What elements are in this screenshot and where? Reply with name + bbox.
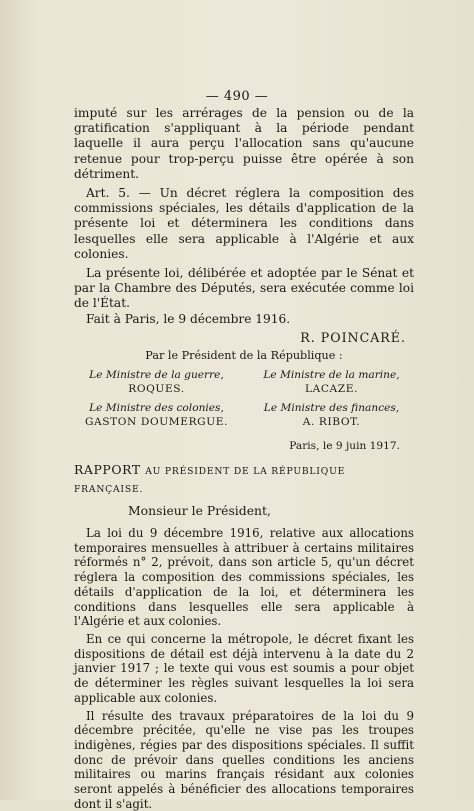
minister-colonies bbox=[74, 401, 239, 429]
page-content bbox=[74, 106, 414, 811]
rapport-addressee: AU PRÉSIDENT DE LA RÉPUBLIQUE FRANÇAISE. bbox=[74, 466, 345, 494]
minister-name: ROQUES. bbox=[74, 382, 239, 396]
paragraph-article-5: Art. 5. — Un décret réglera la composition des commissions spéciales, les détails d'application de la présente loi et déterminera les conditions dans lesquelles elle sera applicable à l'Algérie et aux colonies. bbox=[74, 186, 414, 262]
report-paragraph: En ce qui concerne la métropole, le décret fixant les dispositions de détail est déjà intervenu à la date du 2 janvier 1917 ; le texte qui vous est soumis a pour objet de déterminer les règles suivant lesquelles la loi sera applicable aux colonies. bbox=[74, 632, 414, 706]
minister-finances bbox=[249, 401, 414, 429]
minister-name: A. RIBOT. bbox=[249, 415, 414, 429]
minister-title: Le Ministre de la guerre, bbox=[74, 368, 239, 382]
ministers-signatures bbox=[74, 368, 414, 429]
minister-name: LACAZE. bbox=[249, 382, 414, 396]
rapport-word: RAPPORT bbox=[74, 462, 141, 477]
minister-guerre bbox=[74, 368, 239, 396]
report-body bbox=[74, 526, 414, 811]
president-signature: R. POINCARÉ. bbox=[74, 330, 414, 345]
report-paragraph: Il résulte des travaux préparatoires de la loi du 9 décembre précitée, qu'elle ne vise pas les troupes indigènes, régies par des dispositions spéciales. Il suffit donc de prévoir dans quelles conditions les anciens militaires ou marins français résidant aux colonies seront appelés à bénéficier des allocations temporaires dont il s'agit. bbox=[74, 709, 414, 811]
minister-name: GASTON DOUMERGUE. bbox=[74, 415, 239, 429]
report-paragraph: La loi du 9 décembre 1916, relative aux allocations temporaires mensuelles à attribuer à certains militaires réformés n° 2, prévoit, dans son article 5, qu'un décret réglera la composition des commissions spéciales, les détails d'application de la loi, et déterminera les conditions dans lesquelles elle sera applicable à l'Algérie et aux colonies. bbox=[74, 526, 414, 629]
minister-title: Le Ministre des finances, bbox=[249, 401, 414, 415]
paragraph-fait-a-paris: Fait à Paris, le 9 décembre 1916. bbox=[74, 312, 414, 327]
par-le-president: Par le Président de la République : bbox=[74, 348, 414, 363]
rapport-heading bbox=[74, 462, 414, 496]
page-number: — 490 — bbox=[0, 89, 474, 104]
date-line: Paris, le 9 juin 1917. bbox=[74, 439, 414, 454]
minister-title: Le Ministre de la marine, bbox=[249, 368, 414, 382]
salutation: Monsieur le Président, bbox=[74, 503, 414, 518]
minister-marine bbox=[249, 368, 414, 396]
paragraph-enactment: La présente loi, délibérée et adoptée par le Sénat et par la Chambre des Députés, sera exécutée comme loi de l'État. bbox=[74, 266, 414, 312]
paragraph-continuation: imputé sur les arrérages de la pension ou de la gratification s'appliquant à la période pendant laquelle il aura perçu l'allocation sans qu'aucune retenue pour trop-perçu puisse être opérée à son détriment. bbox=[74, 106, 414, 182]
minister-title: Le Ministre des colonies, bbox=[74, 401, 239, 415]
